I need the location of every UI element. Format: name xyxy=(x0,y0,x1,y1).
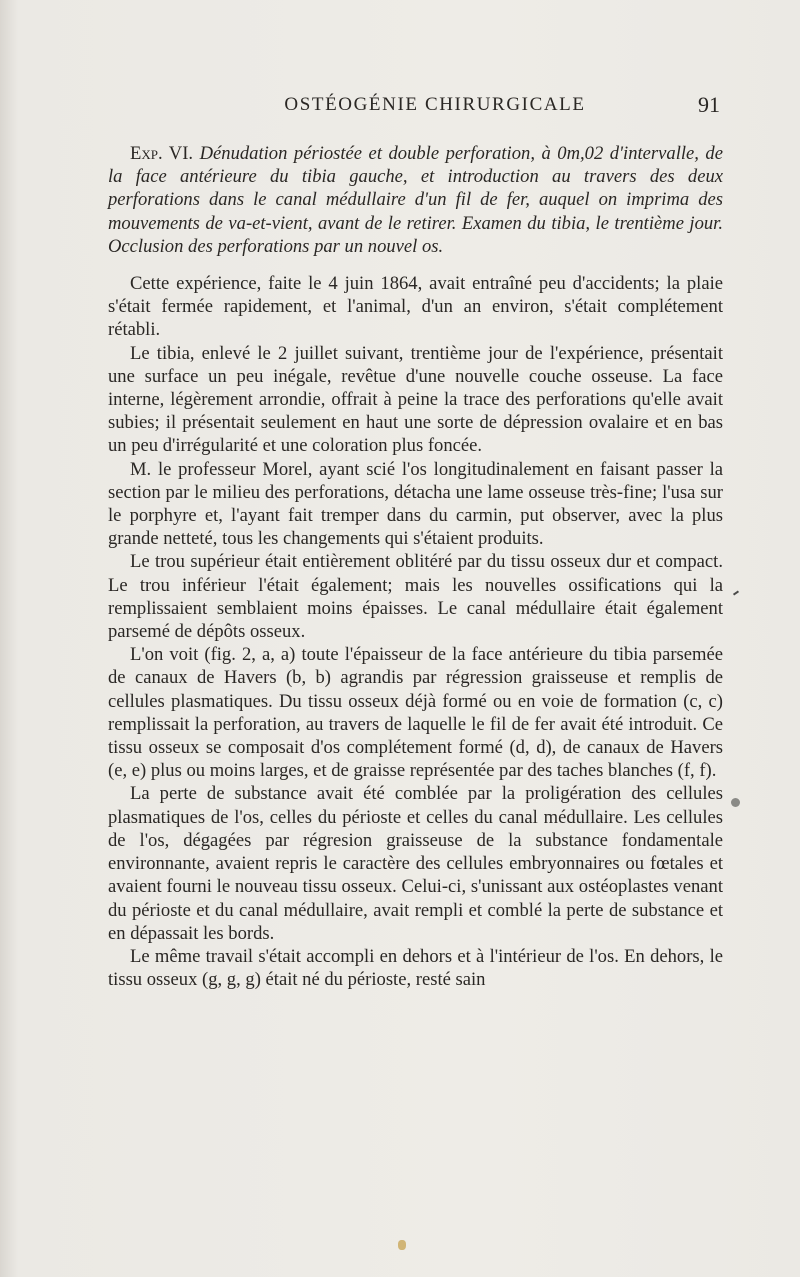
paragraph: Le tibia, enlevé le 2 juillet suivant, trentième jour de l'expérience, présentait une surface un peu inégale, revêtue d'une nouvelle couche osseuse. La face interne, légèrement arrondie, offrait à peine la trace des perforations qu'elle avait subies; il présentait seulement en haut une sorte de dépression ovalaire et en bas un peu d'irrégularité et une coloration plus foncée. xyxy=(108,342,723,457)
paragraph: L'on voit (fig. 2, a, a) toute l'épaisseur de la face antérieure du tibia parsemée de canaux de Havers (b, b) agrandis par régression graisseuse et remplis de cellules plasmatiques. Du tissu osseux déjà formé ou en voie de formation (c, c) remplissait la perforation, au travers de laquelle le fil de fer avait été introduit. Ce tissu osseux se composait d'os complétement formé (d, d), de canaux de Havers (e, e) plus ou moins larges, et de graisse représentée par des taches blanches (f, f). xyxy=(108,644,723,782)
paragraph: M. le professeur Morel, ayant scié l'os longitudinalement en faisant passer la section par le milieu des perforations, détacha une lame osseuse très-fine; l'usa sur le porphyre et, l'ayant fait tremper dans du carmin, put observer, avec la plus grande netteté, tous les changements qui s'étaient produits. xyxy=(108,458,723,550)
page-smudge xyxy=(398,1240,406,1250)
experiment-heading xyxy=(108,142,723,258)
experiment-label: Exp. VI. xyxy=(130,143,194,164)
margin-dot xyxy=(731,798,740,807)
running-head: OSTÉOGÉNIE CHIRURGICALE xyxy=(284,94,586,115)
page-number: 91 xyxy=(698,92,720,117)
paragraph: Cette expérience, faite le 4 juin 1864, avait entraîné peu d'accidents; la plaie s'était fermée rapidement, et l'animal, d'un an environ, s'était complétement rétabli. xyxy=(108,273,723,341)
paragraph: Le même travail s'était accompli en dehors et à l'intérieur de l'os. En dehors, le tissu osseux (g, g, g) était né du périoste, resté sain xyxy=(108,945,723,991)
paragraph: Le trou supérieur était entièrement oblitéré par du tissu osseux dur et compact. Le trou inférieur l'était également; mais les nouvelles ossifications qui la remplissaient semblaient moins épaisses. Le canal médullaire était également parsemé de dépôts osseux. xyxy=(108,551,723,643)
experiment-title: Dénudation périostée et double perforation, à 0m,02 d'intervalle, de la face antérieure du tibia gauche, et introduction au travers des deux perforations dans le canal médullaire d'un fil de fer, auquel on imprima des mouvements de va-et-vient, avant de le retirer. Examen du tibia, le trentième jour. Occlusion des perforations par un nouvel os. xyxy=(108,143,723,257)
margin-mark xyxy=(733,590,739,595)
body-text xyxy=(108,142,723,991)
page-header xyxy=(150,92,720,122)
paragraph: La perte de substance avait été comblée par la proligération des cellules plasmatiques de l'os, celles du périoste et celles du canal médullaire. Les cellules de l'os, dégagées par régresion graisseuse de la substance fondamentale environnante, avaient repris le caractère des cellules embryonnaires ou fœtales et avaient fourni le nouveau tissu osseux. Celui-ci, s'unissant aux ostéoplastes venant du périoste et du canal médullaire, avait rempli et comblé la perte de substance et en dépassait les bords. xyxy=(108,783,723,944)
